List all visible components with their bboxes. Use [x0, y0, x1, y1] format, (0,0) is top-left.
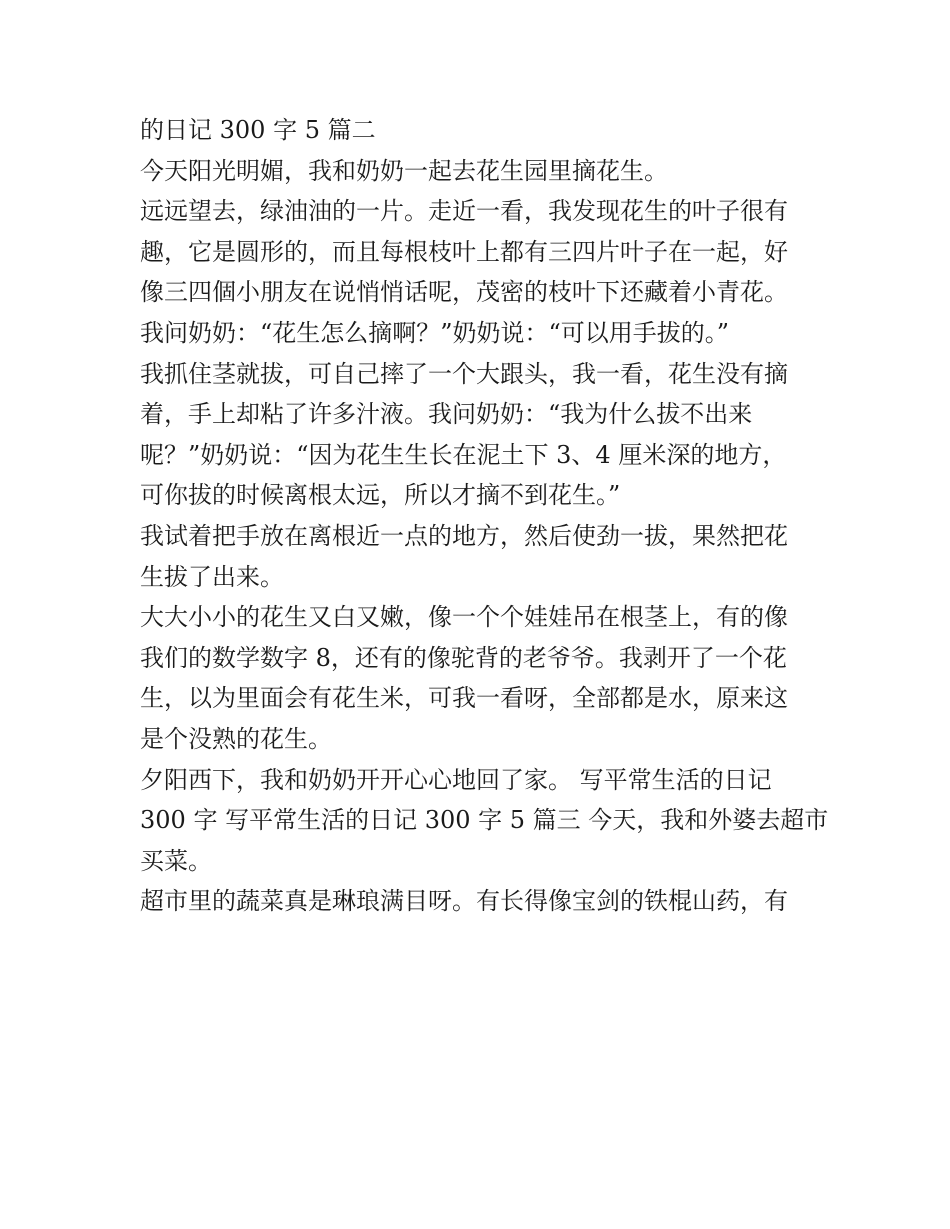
text-line: 远远望去，绿油油的一片。走近一看，我发现花生的叶子很有 — [140, 197, 788, 226]
text-line: 生拔了出来。 — [140, 562, 284, 591]
text-line: 趣，它是圆形的，而且每根枝叶上都有三四片叶子在一起，好 — [140, 237, 788, 266]
text-line: 我试着把手放在离根近一点的地方，然后使劲一拔，果然把花 — [140, 521, 788, 550]
text-line: 是个没熟的花生。 — [140, 724, 332, 753]
document-body — [140, 110, 829, 922]
text-line: 我问奶奶：“花生怎么摘啊？”奶奶说：“可以用手拔的。” — [140, 318, 730, 347]
text-line: 呢？”奶奶说：“因为花生生长在泥土下 3、4 厘米深的地方， — [140, 440, 787, 469]
text-line: 今天阳光明媚，我和奶奶一起去花生园里摘花生。 — [140, 156, 668, 185]
text-line: 像三四個小朋友在说悄悄话呢，茂密的枝叶下还藏着小青花。 — [140, 278, 788, 307]
text-line: 着，手上却粘了许多汁液。我问奶奶：“我为什么拔不出来 — [140, 400, 753, 429]
text-line: 我们的数学数字 8，还有的像驼背的老爷爷。我剥开了一个花 — [140, 643, 787, 672]
text-line: 生，以为里面会有花生米，可我一看呀，全部都是水，原来这 — [140, 684, 788, 713]
text-line: 的日记 300 字 5 篇二 — [140, 116, 376, 144]
text-line: 大大小小的花生又白又嫩，像一个个娃娃吊在根茎上，有的像 — [140, 603, 788, 632]
text-line: 可你拔的时候离根太远，所以才摘不到花生。” — [140, 481, 621, 510]
text-line: 300 字 写平常生活的日记 300 字 5 篇三 今天，我和外婆去超市 — [140, 806, 829, 835]
text-line: 我抓住茎就拔，可自己摔了一个大跟头，我一看，花生没有摘 — [140, 359, 788, 388]
text-line: 夕阳西下，我和奶奶开开心心地回了家。 写平常生活的日记 — [140, 765, 772, 794]
text-line: 买菜。 — [140, 846, 212, 875]
text-line: 超市里的蔬菜真是琳琅满目呀。有长得像宝剑的铁棍山药，有 — [140, 887, 788, 916]
